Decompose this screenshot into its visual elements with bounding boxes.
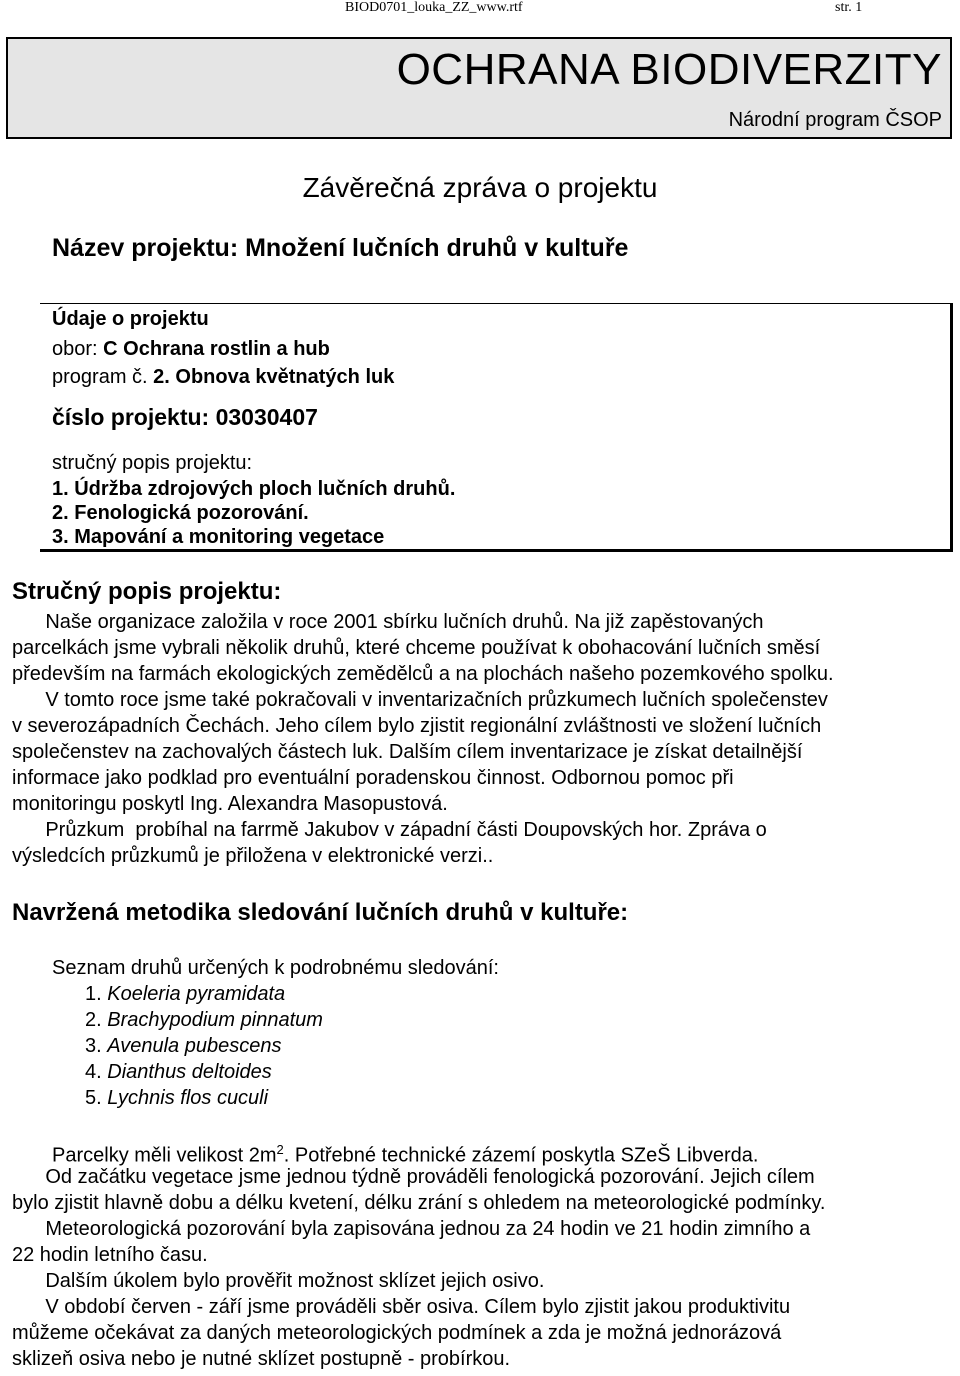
obor-value: C Ochrana rostlin a hub [103, 338, 330, 360]
method-line: bylo zjistit hlavně dobu a délku kvetení, délku zrání s ohledem na meteorologické podmínky. [12, 1192, 826, 1214]
project-info-box [40, 303, 953, 552]
summary-line: Naše organizace založila v roce 2001 sbírku lučních druhů. Na již zapěstovaných [12, 611, 764, 633]
species-item: 1. Koeleria pyramidata [85, 983, 286, 1005]
species-item: 5. Lychnis flos cuculi [85, 1087, 269, 1109]
summary-line: parcelkách jsme vybrali několik druhů, které chceme používat k obohacování lučních směsí [12, 637, 821, 659]
species-item: 3. Avenula pubescens [85, 1035, 282, 1057]
program-label: program č. [52, 366, 154, 388]
summary-line: především na farmách ekologických zemědělců a na plochách našeho pozemkového spolku. [12, 663, 834, 685]
summary-heading: Stručný popis projektu: [12, 578, 282, 605]
popis-label: stručný popis projektu: [52, 452, 253, 474]
method-text [12, 1164, 825, 1372]
summary-line: V tomto roce jsme také pokračovali v inventarizačních průzkumech lučních společenstev [12, 689, 828, 711]
obor-label: obor: [52, 338, 104, 360]
info-item: 2. Fenologická pozorování. [52, 502, 309, 524]
info-heading: Údaje o projektu [52, 308, 209, 330]
method-line: Od začátku vegetace jsme jednou týdně prováděli fenologická pozorování. Jejich cílem [12, 1166, 815, 1188]
list-intro: Seznam druhů určených k podrobnému sledování: [52, 957, 499, 979]
page-header [0, 0, 960, 22]
file-name: BIOD0701_louka_ZZ_www.rtf [345, 0, 523, 15]
summary-line: monitoringu poskytl Ing. Alexandra Masopustová. [12, 793, 448, 815]
banner-subtitle: Národní program ČSOP [728, 109, 942, 131]
info-item: 3. Mapování a monitoring vegetace [52, 526, 385, 548]
method-line: Dalším úkolem bylo prověřit možnost sklízet jejich osivo. [12, 1270, 545, 1292]
page-number: str. 1 [835, 0, 863, 15]
project-number: číslo projektu: 03030407 [52, 404, 318, 430]
method-line: sklizeň osiva nebo je nutné sklízet postupně - probírkou. [12, 1348, 511, 1370]
summary-line: společenstev na zachovalých částech luk. Dalším cílem inventarizace je získat detailnější [12, 741, 803, 763]
species-list [85, 981, 323, 1111]
summary-line: v severozápadních Čechách. Jeho cílem bylo zjistit regionální zvláštnosti ve složení lučních [12, 715, 822, 737]
summary-line: Průzkum probíhal na farrmě Jakubov v západní části Doupovských hor. Zpráva o [12, 819, 767, 841]
info-item: 1. Údržba zdrojových ploch lučních druhů. [52, 478, 456, 500]
method-line: V období červen - září jsme prováděli sběr osiva. Cílem bylo zjistit jakou produktivitu [12, 1296, 791, 1318]
species-item: 2. Brachypodium pinnatum [85, 1009, 323, 1031]
program-line [52, 366, 394, 389]
program-value: 2. Obnova květnatých luk [153, 366, 395, 388]
method-heading: Navržená metodika sledování lučních druhů v kultuře: [12, 899, 629, 926]
method-line: 22 hodin letního času. [12, 1244, 208, 1266]
summary-line: informace jako podklad pro eventuální poradenskou činnost. Odbornou pomoc při [12, 767, 734, 789]
obor-line [52, 338, 330, 361]
report-title: Závěrečná zpráva o projektu [302, 172, 658, 203]
species-item: 4. Dianthus deltoides [85, 1061, 272, 1083]
method-line: můžeme očekávat za daných meteorologických podmínek a zda je možná jednorázová [12, 1322, 782, 1344]
method-line: Meteorologická pozorování byla zapisována jednou za 24 hodin ve 21 hodin zimního a [12, 1218, 811, 1240]
project-name: Název projektu: Množení lučních druhů v kultuře [52, 234, 629, 262]
parcel-line: Parcelky měli velikost $2m^2$. Potřebné technické zázemí poskytla SZeŠ Libverda. [52, 1142, 759, 1167]
title-banner [6, 37, 952, 139]
summary-line: výsledcích průzkumů je přiložena v elektronické verzi.. [12, 845, 494, 867]
summary-text [12, 609, 834, 869]
banner-title: OCHRANA BIODIVERZITY [396, 45, 942, 94]
